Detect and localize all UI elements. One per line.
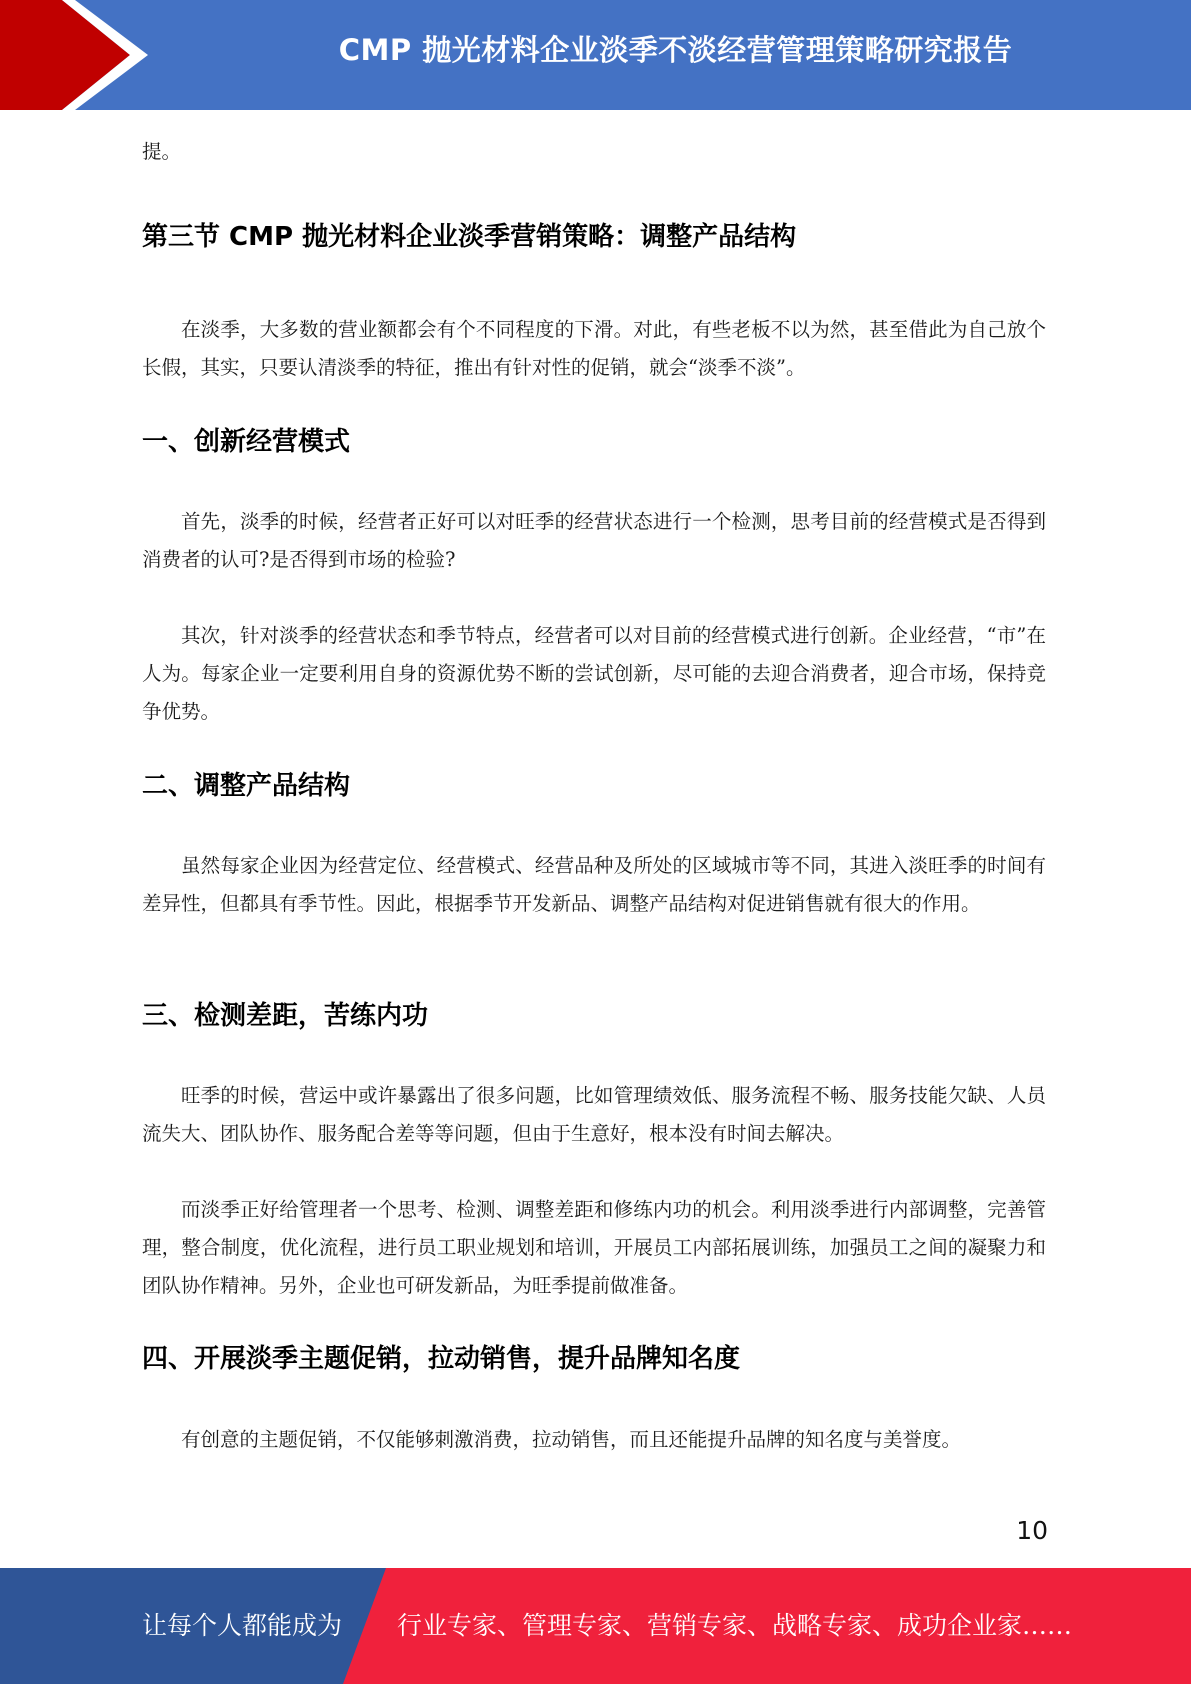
paragraph-detect-gap-2: 而淡季正好给管理者一个思考、检测、调整差距和修练内功的机会。利用淡季进行内部调整，完善管理，整合制度，优化流程，进行员工职业规划和培训，开展员工内部拓展训练，加强员工之间的凝聚力和团队协作精神。另外，企业也可研发新品，为旺季提前做准备。 (142, 1198, 1046, 1297)
paragraph-innovation-2: 其次，针对淡季的经营状态和季节特点，经营者可以对目前的经营模式进行创新。企业经营，“市”在人为。每家企业一定要利用自身的资源优势不断的尝试创新，尽可能的去迎合消费者，迎合市场，保持竞争优势。 (142, 624, 1046, 723)
page-header (0, 0, 1191, 110)
paragraph-detect-gap-1: 旺季的时候，营运中或许暴露出了很多问题，比如管理绩效低、服务流程不畅、服务技能欠缺、人员流失大、团队协作、服务配合差等等问题，但由于生意好，根本没有时间去解决。 (142, 1084, 1046, 1145)
paragraph-promotion: 有创意的主题促销，不仅能够刺激消费，拉动销售，而且还能提升品牌的知名度与美誉度。 (181, 1428, 962, 1451)
page-number: 10 (1016, 1516, 1048, 1545)
page-footer (0, 1568, 1191, 1684)
paragraph-product-structure: 虽然每家企业因为经营定位、经营模式、经营品种及所处的区域城市等不同，其进入淡旺季的时间有差异性，但都具有季节性。因此，根据季节开发新品、调整产品结构对促进销售就有很大的作用。 (142, 854, 1046, 915)
subheading-detect-gap: 三、检测差距，苦练内功 (142, 1001, 429, 1031)
header-arrow-decoration (0, 0, 160, 110)
footer-slogan-left: 让每个人都能成为 (142, 1611, 343, 1640)
subheading-product-structure: 二、调整产品结构 (142, 771, 351, 801)
footer-slogan-right: 行业专家、管理专家、营销专家、战略专家、成功企业家…… (397, 1611, 1073, 1640)
section-heading: 第三节 CMP 抛光材料企业淡季营销策略：调整产品结构 (142, 222, 797, 252)
continuation-text: 提。 (142, 140, 182, 163)
header-title: CMP 抛光材料企业淡季不淡经营管理策略研究报告 (338, 33, 1013, 67)
subheading-innovation: 一、创新经营模式 (142, 427, 351, 457)
intro-paragraph: 在淡季，大多数的营业额都会有个不同程度的下滑。对此，有些老板不以为然，甚至借此为自己放个长假，其实，只要认清淡季的特征，推出有针对性的促销，就会“淡季不淡”。 (142, 318, 1046, 379)
subheading-promotion: 四、开展淡季主题促销，拉动销售，提升品牌知名度 (142, 1344, 741, 1374)
paragraph-innovation-1: 首先，淡季的时候，经营者正好可以对旺季的经营状态进行一个检测，思考目前的经营模式是否得到消费者的认可?是否得到市场的检验? (142, 510, 1046, 571)
